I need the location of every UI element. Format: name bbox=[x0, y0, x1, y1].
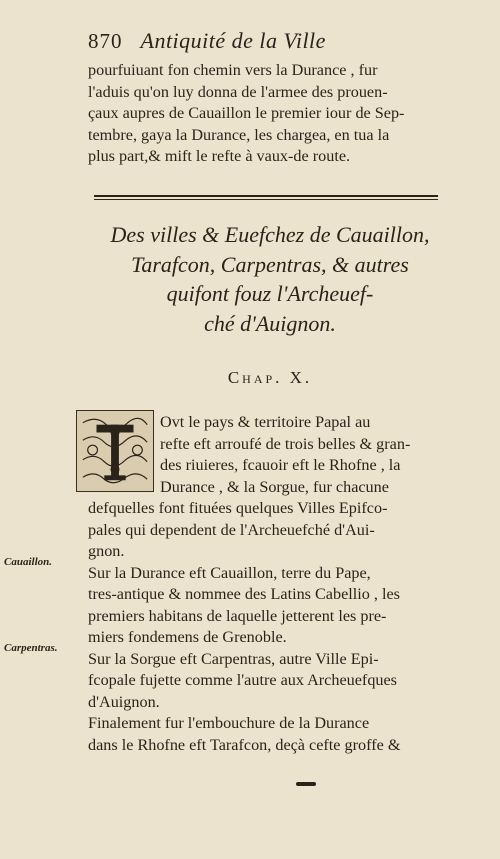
text-line: plus part,& mift le refte à vaux-de route. bbox=[88, 147, 351, 165]
text-line: dans le Rhofne eft Tarafcon, deçà cefte groffe & bbox=[88, 735, 401, 754]
text-line: çaux aupres de Cauaillon le premier iour de Sep- bbox=[88, 104, 405, 122]
chapter-label: Chap. X. bbox=[227, 368, 313, 387]
text-line: defquelles font fituées quelques Villes Epifco- bbox=[88, 499, 388, 517]
section-divider bbox=[94, 195, 438, 197]
text-line: Ovt le pays & territoire Papal au bbox=[160, 413, 371, 431]
text-line: fcopale fujette comme l'autre aux Archeuefques bbox=[88, 671, 397, 689]
heading-line: ché d'Auignon. bbox=[204, 310, 336, 336]
text-line: l'aduis qu'on luy donna de l'armee des prouen- bbox=[88, 82, 388, 101]
text-line: gnon. bbox=[88, 542, 125, 560]
body-text bbox=[88, 412, 442, 756]
text-line: pourfuiuant fon chemin vers la Durance , fur bbox=[88, 61, 378, 79]
page-header bbox=[88, 28, 428, 58]
heading-line: Tarafcon, Carpentras, & autres bbox=[131, 251, 409, 277]
text-line: tembre, gaya la Durance, les chargea, en tua la bbox=[88, 125, 390, 144]
text-line: miers fondemens de Grenoble. bbox=[88, 628, 287, 646]
page-number: 870 bbox=[88, 29, 123, 53]
text-line: Durance , & la Sorgue, fur chacune bbox=[160, 477, 389, 496]
paragraph-top bbox=[88, 60, 442, 168]
text-line: premiers habitans de laquelle jetterent les pre- bbox=[88, 606, 387, 625]
text-line: tres-antique & nommee des Latins Cabellio , les bbox=[88, 585, 400, 603]
text-line: Finalement fur l'embouchure de la Durance bbox=[88, 714, 370, 732]
text-line: refte eft arroufé de trois belles & gran- bbox=[160, 434, 411, 453]
heading-line: quifont fouz l'Archeuef- bbox=[166, 281, 374, 306]
text-line: Sur la Sorgue eft Carpentras, autre Ville Epi- bbox=[88, 649, 379, 668]
chapter-heading bbox=[80, 220, 460, 338]
text-line: Sur la Durance eft Cauaillon, terre du Pape, bbox=[88, 563, 371, 582]
section-divider-thin bbox=[94, 199, 438, 200]
heading-line: Des villes & Euefchez de Cauaillon, bbox=[110, 222, 430, 247]
text-line: d'Auignon. bbox=[88, 692, 160, 711]
margin-note-cauaillon: Cauaillon. bbox=[4, 556, 52, 568]
running-title: Antiquité de la Ville bbox=[140, 28, 326, 53]
margin-note-carpentras: Carpentras. bbox=[4, 642, 58, 654]
catchword-mark bbox=[296, 782, 316, 786]
text-line: pales qui dependent de l'Archeuefché d'Aui- bbox=[88, 520, 375, 539]
text-line: des riuieres, fcauoir eft le Rhofne , la bbox=[160, 456, 401, 474]
